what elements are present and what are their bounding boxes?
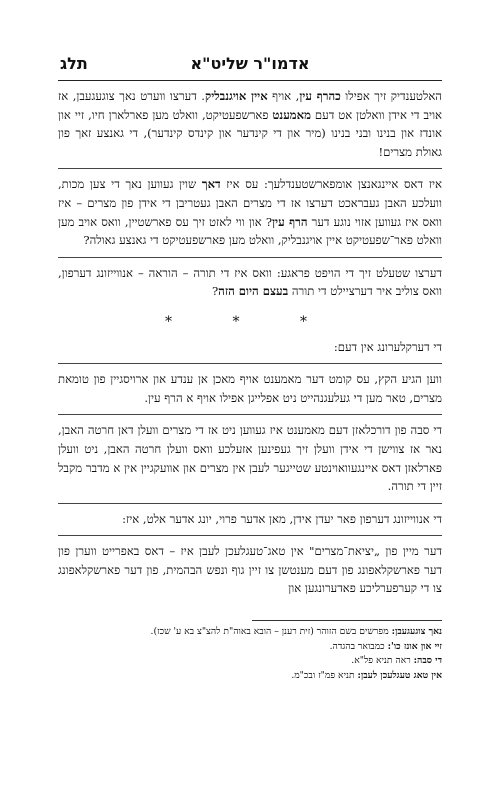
text-run: ווען הגיע הקץ, עס קומט דער מאמענט אויף מאכן אן ענדע און ארויסגיין פון טומאת מצרים, טאר מען די געלעגנהייט ניט אפלייגן אפילו אויף א הרף עין. — [58, 372, 442, 405]
page-header — [58, 48, 442, 81]
paragraph-divider — [58, 503, 442, 504]
footnote-lemma: זיי און אונז כו': — [387, 640, 442, 652]
footnote-lemma: נאך צוגעגעבן: — [391, 626, 442, 638]
bold-run: הרף עין — [272, 214, 308, 229]
text-run: , אויף — [267, 89, 300, 103]
bold-run: דאך — [201, 177, 221, 192]
book-page — [58, 48, 442, 808]
bold-run: בעצם היום הזה — [218, 284, 289, 299]
running-title: אדמו"ר שליט"א — [190, 54, 310, 73]
footnote — [58, 654, 442, 669]
paragraph-divider — [58, 535, 442, 536]
footnote-lemma: די סבה: — [413, 655, 442, 667]
paragraph-divider — [58, 414, 442, 415]
footnote-rule — [252, 620, 442, 621]
footnote — [58, 625, 442, 640]
paragraph-divider — [58, 257, 442, 258]
footnotes — [58, 625, 442, 683]
paragraph — [58, 338, 442, 357]
bold-run: מאמענט — [272, 107, 311, 122]
footnote-lemma: אין טאג טעגלעכן לעבן: — [357, 669, 442, 681]
page-number: תלג — [60, 54, 88, 73]
text-run: איז דאס איינגאנצן אומפארשטענדלעך: עס איז — [220, 177, 442, 192]
paragraph — [58, 264, 442, 301]
footnote-text: ראה תניא פל"א. — [351, 655, 414, 667]
text-run: דער מיין פון „יציאת־מצרים" אין טאג־טעגלעכן לעבן איז – דאס באפרייט ווערן פון דער פארשקלאפונג פון דעם מענטשן צו זיין גוף ונפש הבהמית, פון דער פארשקלאפונג צו די קערפערליכע פאדערונגען און — [58, 544, 442, 596]
text-run: די אנווייזונג דערפון פאר יעדן אידן, מאן אדער פרוי, יונג אדער אלט, איז: — [122, 511, 442, 526]
paragraph-divider — [58, 363, 442, 364]
paragraph-divider — [58, 168, 442, 169]
paragraph — [58, 510, 442, 529]
text-run: ? — [211, 284, 219, 299]
main-text — [58, 87, 442, 598]
text-run: שוין געווען נאך די צען מכות, וועלכע האבן געבראכט דערצו אז די מצרים האבן געטריבן די אידן פון מצרים – איז וואס איז געווען אזוי נוגע דער — [58, 177, 442, 229]
paragraph — [58, 421, 442, 495]
section-break-stars: * * * — [165, 313, 335, 330]
text-run: די סבה פון דורכלאזן דעם מאמענט איז געווען ניט אז די מצרים וועלן דאן חרטה האבן, נאר אז צווישן די אידן וועלן זיך געפינען אזעלכע וואס וועלן חרטה האבן, ניט וועלן פארלאזן דאס איינגעוואוינטע שטייגער לעבן אין מצרים און אוועקגיין אין א מדבר מקבל זיין די תורה. — [58, 423, 442, 494]
paragraph — [58, 542, 442, 598]
text-run: ? און ווי לאזט זיך עס פארשטיין, וואס אויב מען וואלט פאר־שפעטיקט איין אויגנבליק, וואלט מען פארשפעטיקט די גאנצע גאולה? — [58, 214, 442, 248]
paragraph — [58, 87, 442, 161]
text-run: די דערקלערונג אין דעם: — [333, 339, 442, 354]
paragraph — [58, 175, 442, 249]
bold-run: איין אויגנבליק — [204, 89, 268, 103]
bold-run: כהרף עין — [299, 89, 341, 103]
paragraph — [58, 370, 442, 407]
footnote — [58, 640, 442, 655]
text-run: דערצו שטעלט זיך די הויפט פראגע: וואס איז די תורה – הוראה – אנווייזונג דערפון, וואס צוליב איר דערציילט די תורה — [58, 265, 442, 299]
footnote-text: כמבואר בהגדה. — [329, 640, 388, 652]
text-run: פארשפעטיקט, וואלט מען פארלארן חיו, זיי און אונדז און בנינו ובני בנינו (מיר און די קינדער און קינדס קינדער), די גאנצע זאך פון גאולת מצרים! — [58, 107, 442, 159]
text-run: האלטענדיק זיך אפילו — [340, 89, 442, 103]
footnote-text: תניא פמ"ז ובכ"מ. — [291, 669, 358, 681]
footnote — [58, 669, 442, 684]
text-run: . דערצו ווערט נאך צוגעגעבן, אז אויב די אידן וואלטן אט דעם — [58, 89, 442, 122]
footnote-text: מפרשים בשם הזוהר (זית רענן – הובא באוה"ת להצ"צ בא ע' שכז). — [150, 626, 392, 638]
